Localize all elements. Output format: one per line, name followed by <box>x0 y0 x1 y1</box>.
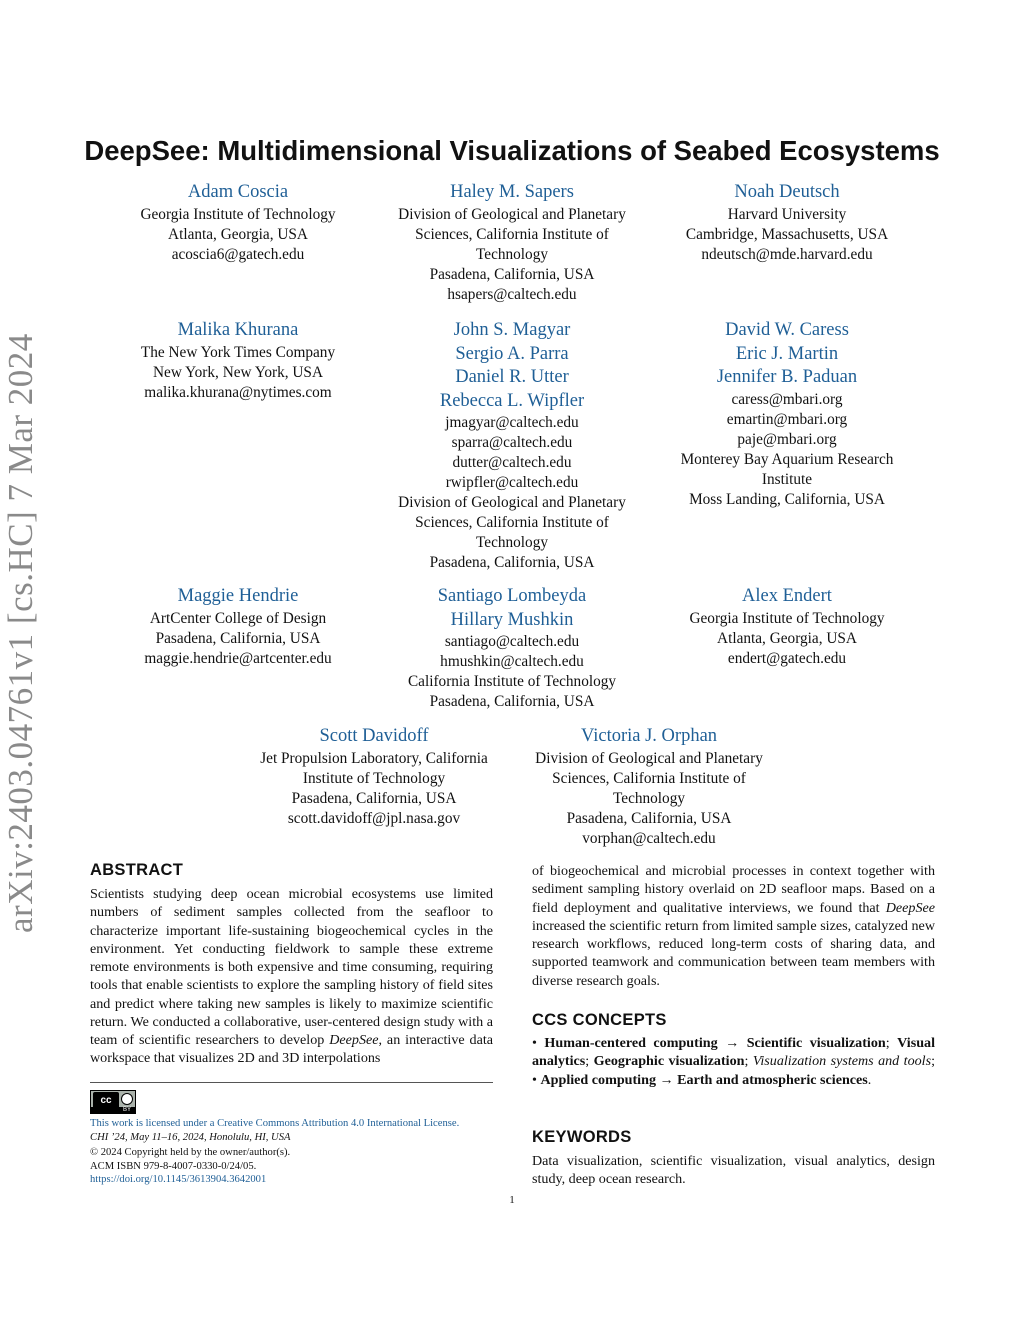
author-block-davidoff <box>224 725 524 829</box>
author-name[interactable]: Malika Khurana <box>177 320 299 340</box>
venue-line: CHI ’24, May 11–16, 2024, Honolulu, HI, USA <box>90 1132 291 1143</box>
location-line: Pasadena, California, USA <box>155 629 321 647</box>
author-block-endert <box>637 585 937 669</box>
separator: ; <box>744 1053 753 1070</box>
arrow: → <box>717 1035 747 1051</box>
author-block-lombeyda-group <box>362 585 662 712</box>
email-line: hmushkin@caltech.edu <box>440 653 584 670</box>
cc-icon: cc <box>93 1092 119 1109</box>
deepsee-term: DeepSee <box>329 1032 379 1048</box>
email-line: maggie.hendrie@artcenter.edu <box>144 649 332 667</box>
copyright-line: © 2024 Copyright held by the owner/author(s). <box>90 1147 291 1158</box>
footnote-divider <box>90 1082 493 1083</box>
affiliation-line: Division of Geological and Planetary <box>535 749 763 767</box>
person-icon <box>121 1093 133 1105</box>
separator: ; <box>931 1053 935 1070</box>
paper-title: DeepSee: Multidimensional Visualizations of Seabed Ecosystems <box>84 135 940 166</box>
affiliation-line: Division of Geological and Planetary <box>398 494 626 511</box>
separator: . <box>867 1071 872 1088</box>
abstract-text-part: Scientists studying deep ocean microbial ecosystems use limited numbers of sediment samples collected from the seafloor to characterize important life-sustaining biogeochemical cycles in the environment. Yet conducting fieldwork to sample these extreme remote environments is both expensive and time consuming, requiring tools that enable scientists to explore the sampling history of field sites and predict where taking new samples is likely to maximize scientific return. We conducted a collaborative, user-centered design study with a team of scientific researchers to develop <box>90 886 493 1048</box>
affiliation-line: Sciences, California Institute of <box>415 225 609 243</box>
ccs-term: Geographic visualization <box>593 1053 745 1070</box>
author-name[interactable]: Noah Deutsch <box>734 182 840 202</box>
author-name[interactable]: Maggie Hendrie <box>177 586 299 606</box>
affiliation-line: Georgia Institute of Technology <box>689 609 885 627</box>
affiliation-line: Harvard University <box>727 205 847 223</box>
location-line: Atlanta, Georgia, USA <box>168 225 308 243</box>
abstract-text-left <box>90 885 493 1068</box>
separator: ; <box>585 1053 594 1070</box>
ccs-concepts-text <box>532 1034 935 1089</box>
author-name[interactable]: Jennifer B. Paduan <box>716 367 858 387</box>
abstract-heading: ABSTRACT <box>90 861 184 879</box>
affiliation-line: California Institute of Technology <box>407 673 617 690</box>
author-block-caltech-group <box>362 319 662 573</box>
affiliation-line: ArtCenter College of Design <box>149 609 327 627</box>
bullet: • <box>532 1035 545 1051</box>
page-number: 1 <box>509 1194 515 1206</box>
ccs-term: Visualization systems and tools <box>752 1053 932 1070</box>
ccs-term: Earth and atmospheric sciences <box>677 1071 868 1088</box>
deepsee-term: DeepSee <box>885 899 935 916</box>
bullet: • <box>532 1071 541 1088</box>
ccs-concepts-heading: CCS CONCEPTS <box>532 1011 667 1029</box>
affiliation-line: Division of Geological and Planetary <box>398 205 626 223</box>
author-block-mbari-group <box>637 319 937 510</box>
author-name[interactable]: Haley M. Sapers <box>450 182 574 202</box>
location-line: Pasadena, California, USA <box>291 789 457 807</box>
isbn-line: ACM ISBN 979-8-4007-0330-0/24/05. <box>90 1161 257 1172</box>
abstract-text-right <box>532 862 935 990</box>
affiliation-line: Technology <box>476 534 548 551</box>
location-line: Moss Landing, California, USA <box>689 490 885 508</box>
arrow: → <box>656 1071 678 1088</box>
by-label: BY <box>91 1107 135 1114</box>
email-line: sparra@caltech.edu <box>451 434 573 451</box>
location-line: Pasadena, California, USA <box>566 809 732 827</box>
ccs-term: Applied computing <box>540 1071 656 1088</box>
author-block-khurana <box>88 319 388 403</box>
email-line: scott.davidoff@jpl.nasa.gov <box>287 809 461 827</box>
email-line: emartin@mbari.org <box>726 410 848 428</box>
author-name[interactable]: Eric J. Martin <box>735 343 839 364</box>
author-name[interactable]: David W. Caress <box>725 320 849 340</box>
email-line: rwipfler@caltech.edu <box>445 474 579 491</box>
location-line: Pasadena, California, USA <box>429 554 595 571</box>
email-line: santiago@caltech.edu <box>444 633 580 650</box>
affiliation-line: Jet Propulsion Laboratory, California <box>260 749 488 767</box>
ccs-term: Human-centered computing <box>544 1035 718 1051</box>
affiliation-line: Sciences, California Institute of <box>415 514 609 531</box>
author-name[interactable]: Sergio A. Parra <box>455 343 569 364</box>
affiliation-line: Institute <box>761 470 813 488</box>
cc-by-license-badge[interactable] <box>90 1090 136 1114</box>
email-line: ndeutsch@mde.harvard.edu <box>701 245 873 263</box>
arxiv-identifier-stamp: arXiv:2403.04761v1 [cs.HC] 7 Mar 2024 <box>1 333 40 933</box>
affiliation-line: Sciences, California Institute of <box>552 769 746 787</box>
email-line: acoscia6@gatech.edu <box>171 245 305 263</box>
keywords-text: Data visualization, scientific visualization, visual analytics, design study, deep ocean research. <box>532 1153 935 1188</box>
email-line: endert@gatech.edu <box>727 649 847 667</box>
email-line: paje@mbari.org <box>737 430 837 448</box>
author-name[interactable]: Rebecca L. Wipfler <box>439 390 585 411</box>
author-name[interactable]: Victoria J. Orphan <box>580 726 718 746</box>
doi-link[interactable]: https://doi.org/10.1145/3613904.3642001 <box>90 1174 267 1185</box>
affiliation-line: The New York Times Company <box>140 343 336 361</box>
email-line: malika.khurana@nytimes.com <box>144 383 332 401</box>
affiliation-line: Monterey Bay Aquarium Research <box>680 450 894 468</box>
email-line: caress@mbari.org <box>731 390 843 408</box>
separator: ; <box>885 1035 898 1051</box>
author-block-hendrie <box>88 585 388 669</box>
location-line: Cambridge, Massachusetts, USA <box>685 225 889 243</box>
author-block-deutsch <box>637 181 937 265</box>
author-block-sapers <box>362 181 662 305</box>
author-block-orphan <box>499 725 799 849</box>
email-line: vorphan@caltech.edu <box>582 829 716 847</box>
author-name[interactable]: John S. Magyar <box>453 320 571 340</box>
affiliation-line: Technology <box>613 789 685 807</box>
location-line: Pasadena, California, USA <box>429 265 595 283</box>
author-name[interactable]: Santiago Lombeyda <box>437 586 587 606</box>
email-line: hsapers@caltech.edu <box>447 285 577 303</box>
location-line: New York, New York, USA <box>153 363 323 381</box>
author-name[interactable]: Daniel R. Utter <box>455 367 569 387</box>
email-line: jmagyar@caltech.edu <box>445 414 579 431</box>
location-line: Pasadena, California, USA <box>429 693 595 710</box>
author-name[interactable]: Adam Coscia <box>187 182 289 202</box>
affiliation-line: Institute of Technology <box>302 769 446 787</box>
author-block-coscia <box>88 181 388 265</box>
author-name[interactable]: Alex Endert <box>742 586 832 606</box>
email-line: dutter@caltech.edu <box>452 454 572 471</box>
ccs-term: Visual analytics <box>532 1035 935 1070</box>
license-link[interactable]: This work is licensed under a Creative Commons Attribution 4.0 International License. <box>90 1118 460 1129</box>
author-name[interactable]: Hillary Mushkin <box>450 609 574 630</box>
abstract-text-part: increased the scientific return from limited sample sizes, catalyzed new research workflows, reduced long-term costs of sharing data, and supported teamwork and communication between team members with diverse research goals. <box>532 917 935 989</box>
affiliation-line: Georgia Institute of Technology <box>140 205 336 223</box>
abstract-text-part: , an interactive data workspace that visualizes 2D and 3D interpolations <box>90 1032 494 1067</box>
keywords-heading: KEYWORDS <box>532 1128 632 1146</box>
affiliation-line: Technology <box>476 245 548 263</box>
location-line: Atlanta, Georgia, USA <box>717 629 857 647</box>
abstract-text-part: of biogeochemical and microbial processes in context together with sediment sampling history overlaid on 2D seafloor maps. Based on a field deployment and qualitative interviews, we found that <box>532 863 935 916</box>
author-name[interactable]: Scott Davidoff <box>319 726 429 746</box>
ccs-term: Scientific visualization <box>746 1035 886 1051</box>
